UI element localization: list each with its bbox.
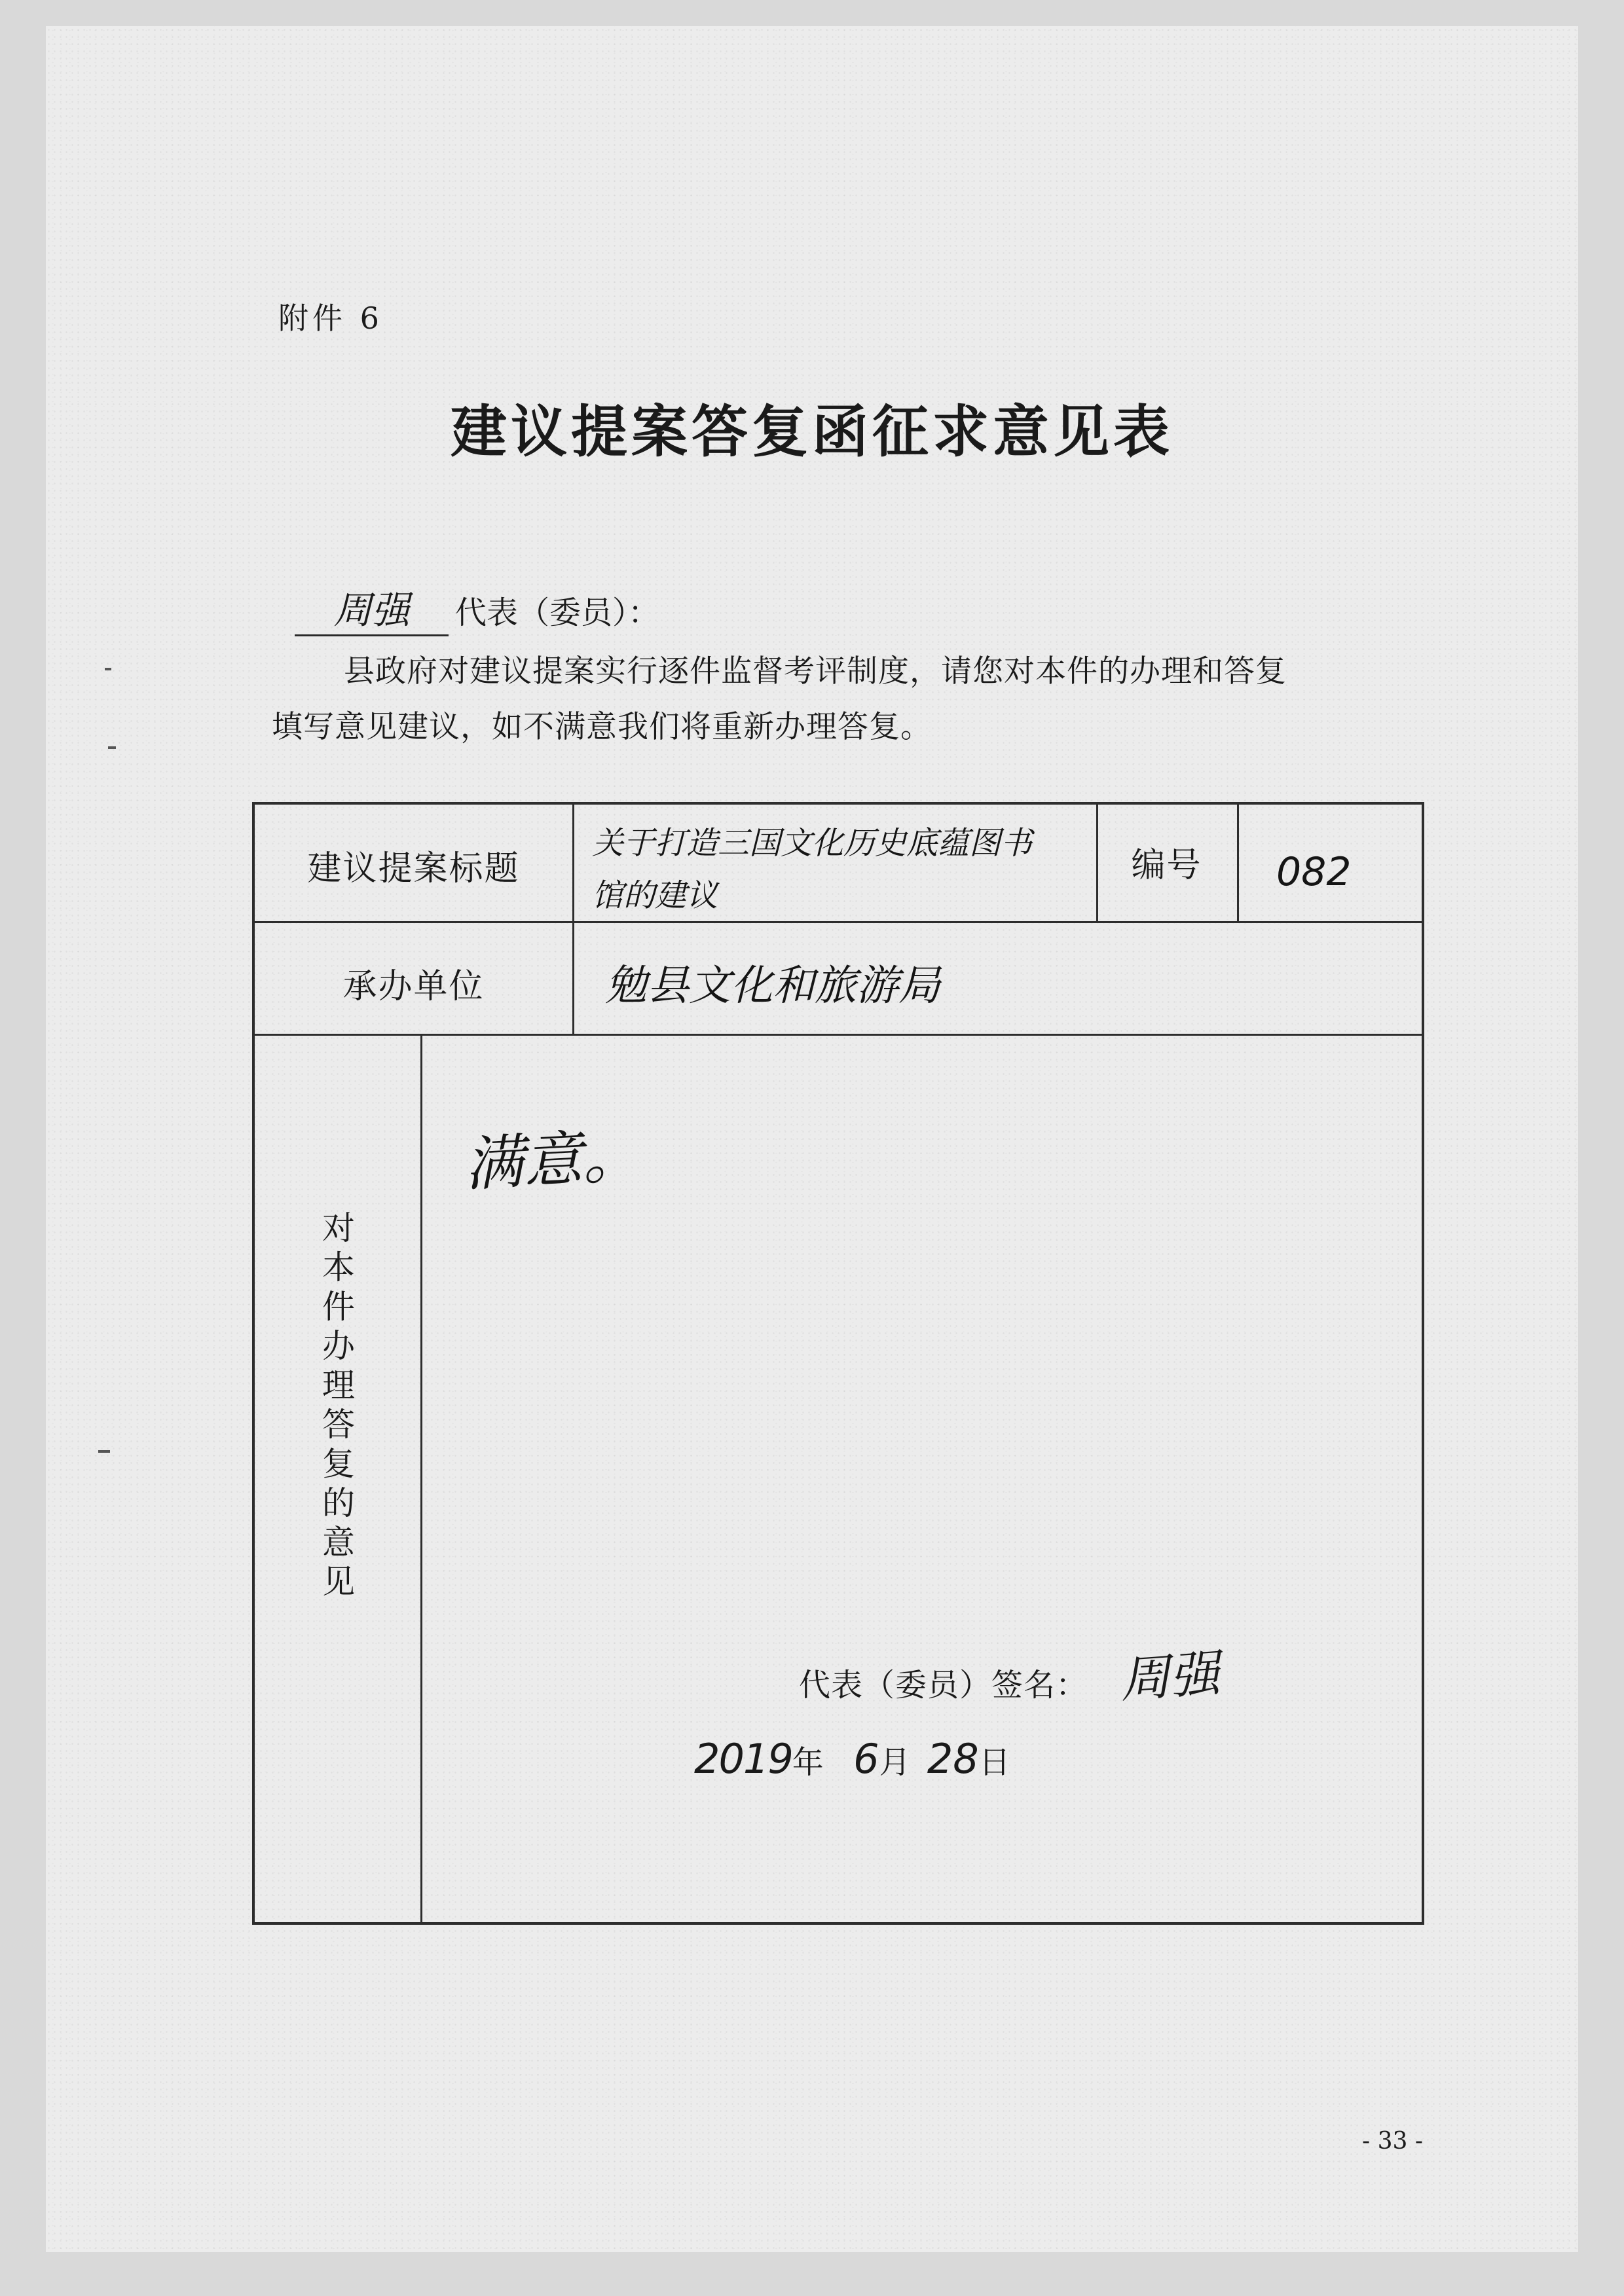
handling-unit-value: 勉县文化和旅游局 xyxy=(605,962,940,1010)
serial-number-label: 编号 xyxy=(1131,846,1202,885)
row-divider xyxy=(255,921,1422,923)
scan-artifact xyxy=(98,1450,110,1453)
column-divider xyxy=(572,805,574,921)
column-divider xyxy=(1237,805,1239,921)
date-month: 6 xyxy=(853,1735,879,1783)
page-number: - 33 - xyxy=(1362,2128,1424,2155)
scan-artifact xyxy=(105,668,111,670)
salutation-suffix: 代表（委员）： xyxy=(455,594,660,631)
instruction-line-2: 填写意见建议，如不满意我们将重新办理答复。 xyxy=(272,709,932,745)
signature-label: 代表（委员）签名： xyxy=(799,1667,1088,1704)
handling-unit-label: 承办单位 xyxy=(342,967,485,1006)
date-day-unit: 日 xyxy=(978,1744,1010,1781)
handwritten-representative-name: 周强 xyxy=(295,579,449,636)
proposal-title-label: 建议提案标题 xyxy=(307,849,520,888)
row-divider xyxy=(255,1034,1422,1036)
proposal-title-line-2: 馆的建议 xyxy=(592,877,718,914)
salutation xyxy=(295,579,659,636)
signature-date xyxy=(694,1735,1010,1783)
opinion-section-label: 对本件办理答复的意见 xyxy=(317,1211,355,1603)
handwritten-signature: 周强 xyxy=(1118,1643,1222,1709)
column-divider xyxy=(420,1034,422,1925)
date-year-unit: 年 xyxy=(792,1744,824,1781)
proposal-title-line-1: 关于打造三国文化历史底蕴图书 xyxy=(592,825,1033,862)
column-divider xyxy=(572,921,574,1034)
serial-number-value: 082 xyxy=(1276,849,1352,895)
date-month-unit: 月 xyxy=(879,1744,911,1781)
annex-label: 附件 6 xyxy=(278,301,383,336)
instruction-line-1: 县政府对建议提案实行逐件监督考评制度，请您对本件的办理和答复 xyxy=(344,653,1287,689)
date-day: 28 xyxy=(927,1735,979,1783)
date-year: 2019 xyxy=(694,1735,792,1783)
page-title: 建议提案答复函征求意见表 xyxy=(451,399,1173,465)
handwritten-opinion: 满意。 xyxy=(462,1121,644,1199)
scan-artifact xyxy=(108,746,116,749)
